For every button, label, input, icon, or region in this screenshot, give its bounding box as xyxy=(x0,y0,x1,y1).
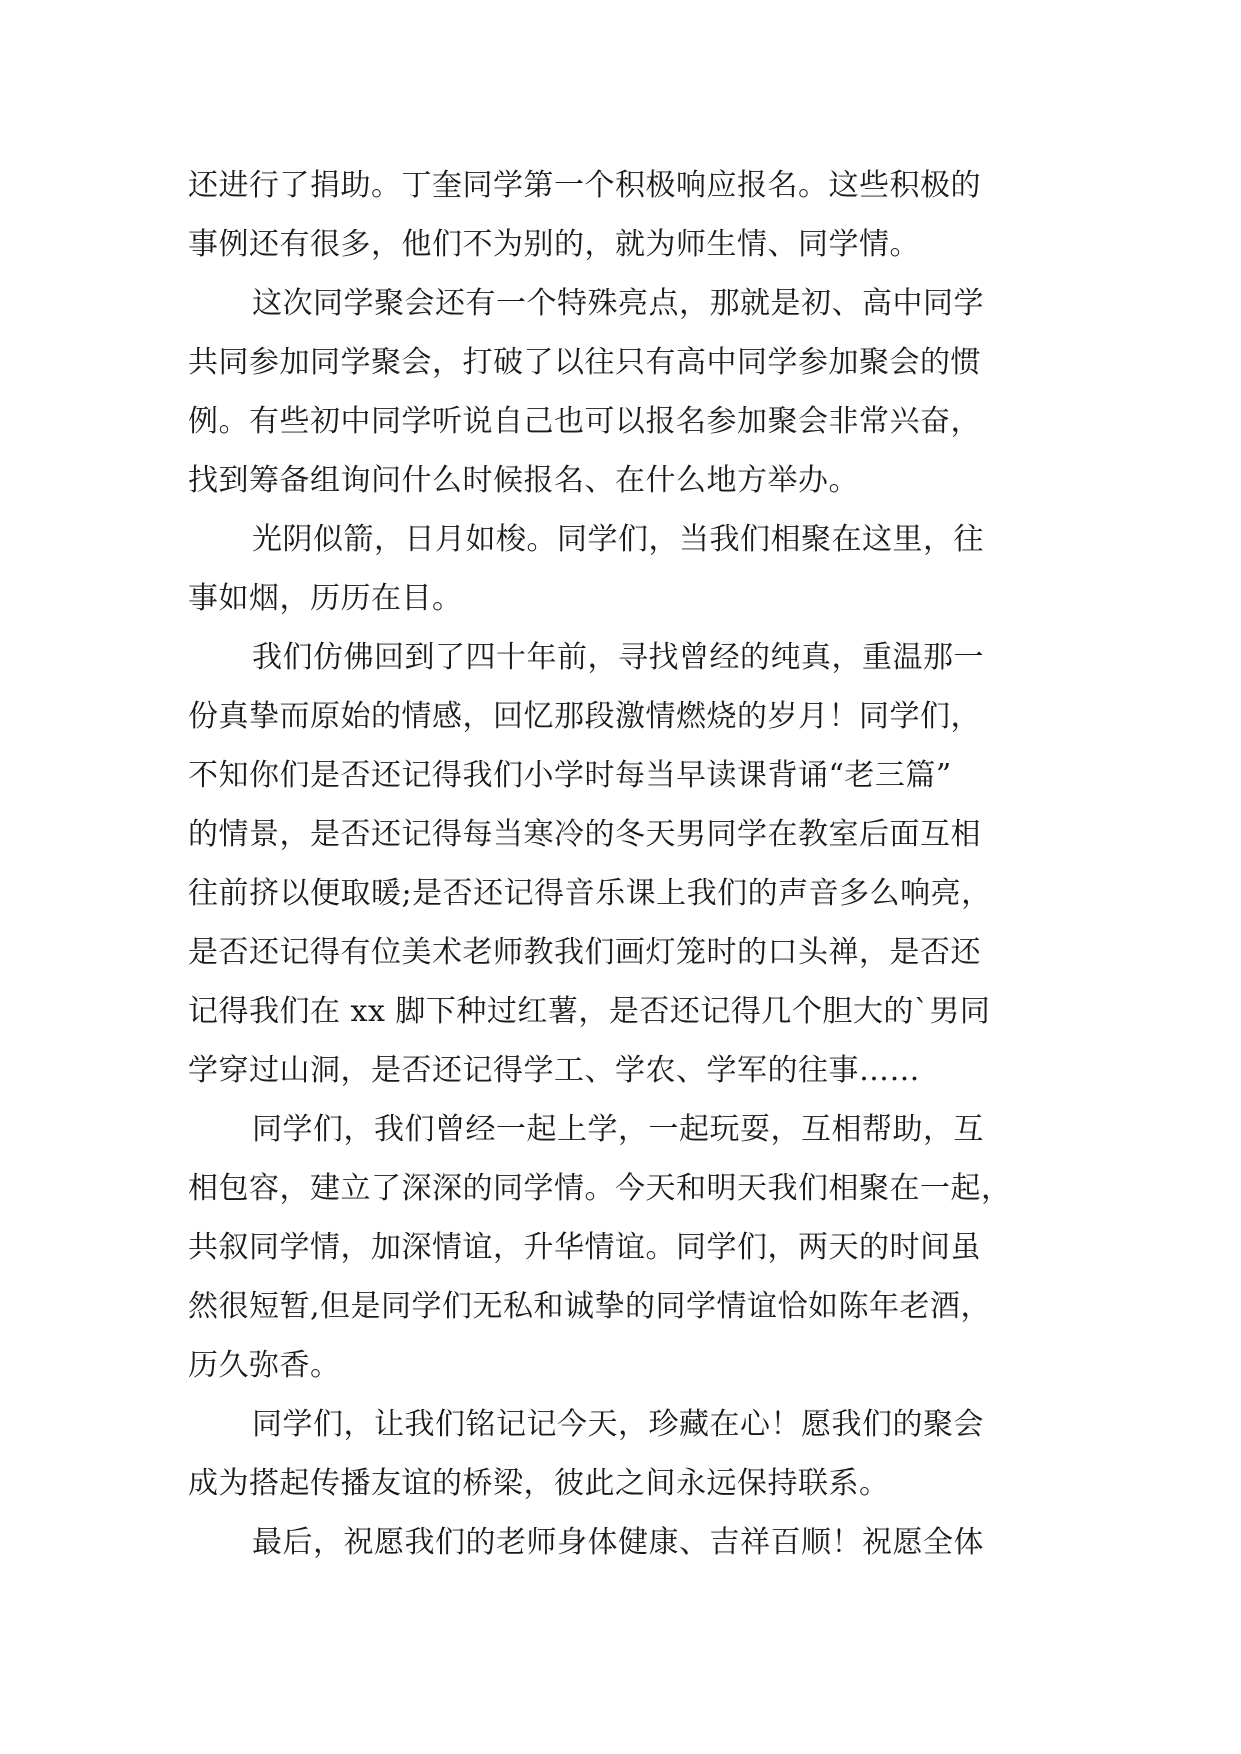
text-line: 份真挚而原始的情感，回忆那段激情燃烧的岁月！同学们， xyxy=(188,699,981,734)
text-line: 同学们，让我们铭记记今天，珍藏在心！愿我们的聚会 xyxy=(252,1407,984,1442)
text-line: 学穿过山洞，是否还记得学工、学农、学军的往事…… xyxy=(188,1053,920,1088)
text-line: 同学们，我们曾经一起上学，一起玩耍，互相帮助，互 xyxy=(252,1112,984,1147)
text-line: 光阴似箭，日月如梭。同学们，当我们相聚在这里，往 xyxy=(252,522,984,557)
text-line: 成为搭起传播友谊的桥梁，彼此之间永远保持联系。 xyxy=(188,1466,890,1501)
text-line: 不知你们是否还记得我们小学时每当早读课背诵“老三篇” xyxy=(188,758,952,793)
text-line: 的情景，是否还记得每当寒冷的冬天男同学在教室后面互相 xyxy=(188,817,981,852)
text-line: 共同参加同学聚会，打破了以往只有高中同学参加聚会的惯 xyxy=(188,345,981,380)
text-line: 是否还记得有位美术老师教我们画灯笼时的口头禅，是否还 xyxy=(188,935,981,970)
text-line: 例。有些初中同学听说自己也可以报名参加聚会非常兴奋， xyxy=(188,404,981,439)
text-line: 这次同学聚会还有一个特殊亮点，那就是初、高中同学 xyxy=(252,286,984,321)
text-line: 找到筹备组询问什么时候报名、在什么地方举办。 xyxy=(188,463,859,498)
text-line: 事例还有很多，他们不为别的，就为师生情、同学情。 xyxy=(188,227,920,262)
text-line: 历久弥香。 xyxy=(188,1348,341,1383)
text-line: 记得我们在 xx 脚下种过红薯，是否还记得几个胆大的`男同 xyxy=(188,994,991,1029)
text-line: 还进行了捐助。丁奎同学第一个积极响应报名。这些积极的 xyxy=(188,168,981,203)
text-line: 然很短暂,但是同学们无私和诚挚的同学情谊恰如陈年老酒， xyxy=(188,1289,992,1324)
text-line: 共叙同学情，加深情谊，升华情谊。同学们，两天的时间虽 xyxy=(188,1230,981,1265)
text-line: 最后，祝愿我们的老师身体健康、吉祥百顺！祝愿全体 xyxy=(252,1525,984,1560)
text-line: 相包容，建立了深深的同学情。今天和明天我们相聚在一起， xyxy=(188,1171,1012,1206)
body-text xyxy=(188,156,1058,1572)
text-line: 往前挤以便取暖;是否还记得音乐课上我们的声音多么响亮， xyxy=(188,876,992,911)
text-line: 我们仿佛回到了四十年前，寻找曾经的纯真，重温那一 xyxy=(252,640,984,675)
text-line: 事如烟，历历在目。 xyxy=(188,581,463,616)
